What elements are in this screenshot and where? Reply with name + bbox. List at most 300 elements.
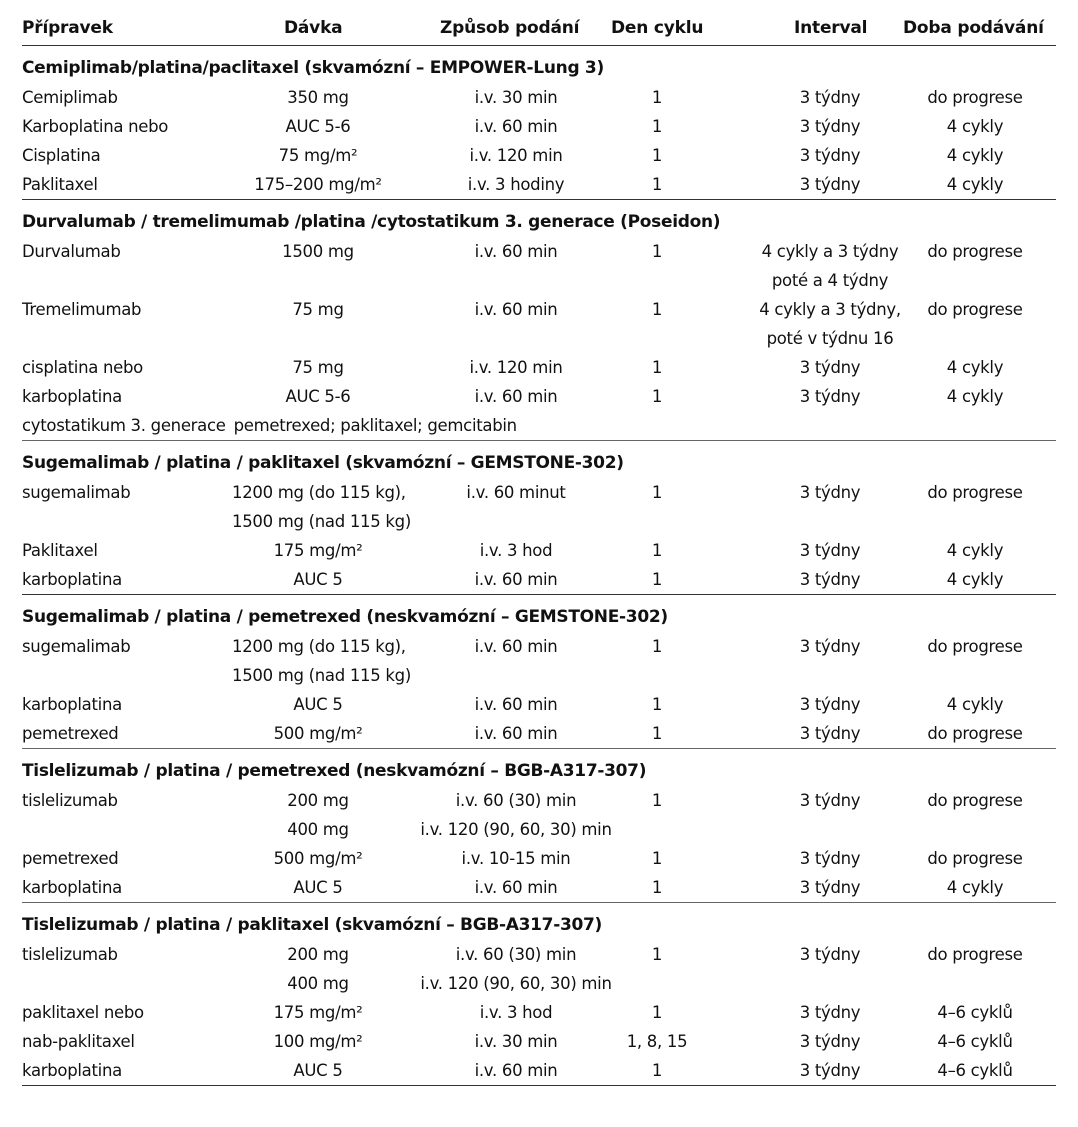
drug-cell [22,786,118,815]
interval-cell [744,998,916,1027]
day-cell [618,83,696,112]
interval-cell [744,170,916,199]
interval-cell [744,382,916,411]
dose-cell [232,786,404,844]
duration-cell-text: 4 cykly [946,695,1004,714]
day-cell [618,1056,696,1085]
drug-cell [22,940,118,969]
interval-cell [744,83,916,112]
dose-cell [232,382,404,411]
duration-cell [902,478,1048,507]
col-header-interval: Interval [794,18,868,38]
table-row [22,873,1056,902]
day-cell [618,295,696,324]
duration-cell-text: do progrese [927,637,1023,656]
dose-cell-text: AUC 5 [293,570,343,589]
route-cell [416,536,616,565]
duration-cell-text: do progrese [927,88,1023,107]
duration-cell-text: 4 cykly [946,175,1004,194]
table-row [22,844,1056,873]
regimen-table [22,0,1056,1086]
duration-cell [902,786,1048,815]
route-cell-text: i.v. 3 hodiny [467,175,565,194]
duration-cell-text: 4 cykly [946,878,1004,897]
day-cell [618,141,696,170]
dose-cell-text: 500 mg/m² [273,724,363,743]
day-cell-text: 1 [651,637,663,656]
duration-cell [902,536,1048,565]
regimen-section [22,749,1056,903]
dose-cell-text-line2: 1500 mg (nad 115 kg) [232,512,411,531]
duration-cell-text: do progrese [927,242,1023,261]
day-cell [618,353,696,382]
dose-cell-text: 100 mg/m² [273,1032,363,1051]
route-cell [416,998,616,1027]
drug-cell [22,998,144,1027]
section-title: Durvalumab / tremelimumab /platina /cytostatikum 3. generace (Poseidon) [22,212,721,232]
dose-cell-text: 200 mg [287,791,349,810]
day-cell [618,565,696,594]
duration-cell [902,112,1048,141]
drug-cell [22,844,118,873]
interval-cell [744,565,916,594]
route-cell-text: i.v. 30 min [474,88,558,107]
interval-cell-text: 3 týdny [799,117,861,136]
table-row [22,940,1056,998]
regimen-section [22,46,1056,200]
dose-cell-text: AUC 5 [293,695,343,714]
regimen-section [22,441,1056,595]
route-cell-text-line2: i.v. 120 (90, 60, 30) min [420,820,612,839]
dose-cell [232,565,404,594]
table-row [22,295,1056,353]
duration-cell [902,295,1048,324]
interval-cell [744,719,916,748]
table-row [22,83,1056,112]
dose-cell-text: 75 mg [292,300,344,319]
drug-cell [22,478,130,507]
duration-cell-text: do progrese [927,483,1023,502]
dose-cell [232,237,404,266]
interval-cell-text: 3 týdny [799,570,861,589]
duration-cell-text: 4 cykly [946,541,1004,560]
duration-cell [902,565,1048,594]
route-cell-text: i.v. 60 minut [466,483,566,502]
duration-cell [902,1027,1048,1056]
drug-cell [22,382,122,411]
route-cell-text: i.v. 60 min [474,242,558,261]
route-cell-text: i.v. 60 min [474,637,558,656]
duration-cell [902,237,1048,266]
route-cell [416,112,616,141]
day-cell [618,940,696,969]
duration-cell-text: do progrese [927,849,1023,868]
drug-cell [22,112,168,141]
interval-cell-text: 3 týdny [799,358,861,377]
dose-cell-text-line2: 400 mg [287,974,349,993]
drug-cell [22,719,118,748]
drug-cell-text: pemetrexed [22,724,119,743]
day-cell-text: 1 [651,358,663,377]
interval-cell [744,141,916,170]
dose-cell [232,690,404,719]
table-row [22,536,1056,565]
table-row [22,998,1056,1027]
drug-cell [22,690,122,719]
duration-cell [902,83,1048,112]
dose-cell [232,141,404,170]
dose-cell-text-line2: 400 mg [287,820,349,839]
day-cell [618,786,696,815]
drug-cell-text: karboplatina [22,695,122,714]
duration-cell [902,353,1048,382]
route-cell-text: i.v. 60 (30) min [455,945,577,964]
table-row [22,719,1056,748]
drug-cell-text: tislelizumab [22,945,118,964]
drug-cell-text: karboplatina [22,878,122,897]
dose-cell [232,844,404,873]
route-cell-text: i.v. 60 min [474,117,558,136]
drug-cell-text: karboplatina [22,387,122,406]
drug-cell-text: paklitaxel nebo [22,1003,144,1022]
route-cell [416,1056,616,1085]
duration-cell-text: do progrese [927,724,1023,743]
day-cell-text: 1, 8, 15 [626,1032,688,1051]
dose-cell-text: AUC 5-6 [285,117,351,136]
day-cell-text: 1 [651,791,663,810]
route-cell-text: i.v. 60 (30) min [455,791,577,810]
interval-cell-text: 3 týdny [799,695,861,714]
duration-cell-text: 4–6 cyklů [937,1061,1013,1080]
route-cell-text: i.v. 30 min [474,1032,558,1051]
drug-cell [22,632,130,661]
duration-cell [902,141,1048,170]
interval-cell-text: 3 týdny [799,945,861,964]
duration-cell [902,940,1048,969]
col-header-drug: Přípravek [22,18,113,38]
drug-cell [22,1056,122,1085]
interval-cell-text: 3 týdny [799,1061,861,1080]
day-cell [618,478,696,507]
duration-cell [902,998,1048,1027]
duration-cell-text: 4 cykly [946,358,1004,377]
day-cell [618,170,696,199]
interval-cell-text: 3 týdny [799,387,861,406]
drug-cell-text: pemetrexed [22,849,119,868]
interval-cell-text: 4 cykly a 3 týdny [761,242,899,261]
drug-cell-text: nab-paklitaxel [22,1032,135,1051]
interval-cell-text: 3 týdny [799,146,861,165]
day-cell [618,690,696,719]
col-header-route: Způsob podání [440,18,580,38]
route-cell-text-line2: i.v. 120 (90, 60, 30) min [420,974,612,993]
dose-cell-text: 350 mg [287,88,349,107]
drug-cell-text: Paklitaxel [22,175,98,194]
drug-cell-text: Karboplatina nebo [22,117,169,136]
drug-cell-text: sugemalimab [22,637,131,656]
drug-cell [22,83,118,112]
route-cell [416,786,616,844]
section-title: Tislelizumab / platina / paklitaxel (skvamózní – BGB-A317-307) [22,915,603,935]
dose-cell-text: 200 mg [287,945,349,964]
day-cell-text: 1 [651,849,663,868]
interval-cell [744,536,916,565]
dose-cell [232,632,411,690]
dose-cell [232,170,404,199]
duration-cell-text: 4 cykly [946,117,1004,136]
drug-cell-text: cisplatina nebo [22,358,143,377]
table-row [22,690,1056,719]
route-cell-text: i.v. 3 hod [479,541,553,560]
day-cell [618,112,696,141]
dose-cell-text: 175–200 mg/m² [254,175,382,194]
route-cell [416,478,616,507]
table-row [22,1027,1056,1056]
route-cell [416,690,616,719]
duration-cell [902,632,1048,661]
table-row [22,478,1056,536]
route-cell-text: i.v. 60 min [474,1061,558,1080]
interval-cell-text: 3 týdny [799,541,861,560]
interval-cell [744,786,916,815]
interval-cell-text-line2: poté v týdnu 16 [766,329,894,348]
day-cell [618,719,696,748]
day-cell-text: 1 [651,878,663,897]
dose-cell [232,940,404,998]
interval-cell [744,353,916,382]
duration-cell-text: do progrese [927,791,1023,810]
duration-cell-text: 4 cykly [946,146,1004,165]
drug-cell-text: Durvalumab [22,242,121,261]
interval-cell [744,632,916,661]
day-cell [618,998,696,1027]
drug-cell [22,170,98,199]
route-cell-text: i.v. 10-15 min [461,849,571,868]
interval-cell [744,690,916,719]
interval-cell [744,1027,916,1056]
section-title: Sugemalimab / platina / paklitaxel (skvamózní – GEMSTONE-302) [22,453,624,473]
dose-cell [232,353,404,382]
drug-cell [22,237,121,266]
interval-cell-text-line2: poté a 4 týdny [771,271,889,290]
interval-cell [744,873,916,902]
interval-cell-text: 3 týdny [799,878,861,897]
duration-cell [902,719,1048,748]
section-title: Sugemalimab / platina / pemetrexed (neskvamózní – GEMSTONE-302) [22,607,668,627]
duration-cell-text: 4–6 cyklů [937,1032,1013,1051]
route-cell-text: i.v. 60 min [474,300,558,319]
duration-cell-text: 4 cykly [946,387,1004,406]
interval-cell-text: 3 týdny [799,88,861,107]
day-cell [618,237,696,266]
duration-cell-text: do progrese [927,300,1023,319]
dose-cell [232,1056,404,1085]
drug-cell [22,141,101,170]
route-cell-text: i.v. 60 min [474,387,558,406]
duration-cell-text: do progrese [927,945,1023,964]
note-value: pemetrexed; paklitaxel; gemcitabin [233,416,517,435]
route-cell-text: i.v. 60 min [474,695,558,714]
route-cell [416,295,616,324]
dose-cell-text: 1200 mg (do 115 kg), [232,637,406,656]
route-cell [416,170,616,199]
table-row [22,141,1056,170]
route-cell [416,719,616,748]
drug-cell [22,353,143,382]
table-row [22,237,1056,295]
dose-cell-text: 175 mg/m² [273,1003,363,1022]
col-header-day: Den cyklu [611,18,704,38]
interval-cell-text: 3 týdny [799,637,861,656]
route-cell [416,382,616,411]
drug-cell [22,873,122,902]
interval-cell-text: 3 týdny [799,1003,861,1022]
day-cell-text: 1 [651,570,663,589]
dose-cell-text: 175 mg/m² [273,541,363,560]
day-cell-text: 1 [651,541,663,560]
route-cell-text: i.v. 3 hod [479,1003,553,1022]
route-cell [416,237,616,266]
route-cell [416,565,616,594]
duration-cell [902,873,1048,902]
day-cell [618,1027,696,1056]
route-cell-text: i.v. 120 min [469,358,563,377]
route-cell-text: i.v. 60 min [474,570,558,589]
duration-cell [902,690,1048,719]
col-header-duration: Doba podávání [903,18,1044,38]
col-header-dose: Dávka [284,18,343,38]
dose-cell-text: 1200 mg (do 115 kg), [232,483,406,502]
dose-cell [232,295,404,324]
day-cell-text: 1 [651,117,663,136]
dose-cell [232,112,404,141]
drug-cell [22,1027,135,1056]
day-cell-text: 1 [651,1061,663,1080]
duration-cell-text: 4–6 cyklů [937,1003,1013,1022]
dose-cell-text: AUC 5 [293,878,343,897]
interval-cell [744,940,916,969]
day-cell-text: 1 [651,175,663,194]
day-cell [618,873,696,902]
day-cell-text: 1 [651,242,663,261]
interval-cell-text: 3 týdny [799,849,861,868]
route-cell [416,844,616,873]
drug-cell [22,295,141,324]
table-row [22,382,1056,411]
day-cell-text: 1 [651,146,663,165]
route-cell [416,353,616,382]
day-cell [618,632,696,661]
dose-cell [232,719,404,748]
day-cell [618,536,696,565]
drug-cell-text: sugemalimab [22,483,131,502]
route-cell [416,141,616,170]
table-row [22,632,1056,690]
dose-cell [232,873,404,902]
section-title: Cemiplimab/platina/paclitaxel (skvamózní – EMPOWER-Lung 3) [22,58,604,78]
duration-cell [902,844,1048,873]
route-cell-text: i.v. 60 min [474,724,558,743]
drug-cell-text: Paklitaxel [22,541,98,560]
day-cell [618,382,696,411]
interval-cell-text: 3 týdny [799,1032,861,1051]
interval-cell-text: 3 týdny [799,175,861,194]
drug-cell-text: Cemiplimab [22,88,118,107]
interval-cell [744,478,916,507]
dose-cell-text: AUC 5 [293,1061,343,1080]
duration-cell [902,1056,1048,1085]
dose-cell [232,83,404,112]
route-cell-text: i.v. 120 min [469,146,563,165]
route-cell [416,873,616,902]
interval-cell [744,112,916,141]
interval-cell-text: 3 týdny [799,724,861,743]
route-cell [416,1027,616,1056]
duration-cell [902,170,1048,199]
dose-cell-text: 75 mg/m² [278,146,358,165]
route-cell-text: i.v. 60 min [474,878,558,897]
dose-cell-text: 1500 mg [282,242,354,261]
interval-cell [744,237,916,295]
drug-cell [22,565,122,594]
dose-cell [232,1027,404,1056]
drug-cell-text: karboplatina [22,1061,122,1080]
dose-cell [232,536,404,565]
drug-cell-text: tislelizumab [22,791,118,810]
drug-cell-text: karboplatina [22,570,122,589]
regimen-section [22,595,1056,749]
day-cell-text: 1 [651,88,663,107]
drug-cell-text: Cisplatina [22,146,101,165]
table-row [22,112,1056,141]
dose-cell-text: 500 mg/m² [273,849,363,868]
day-cell-text: 1 [651,945,663,964]
route-cell [416,83,616,112]
duration-cell-text: 4 cykly [946,570,1004,589]
table-row [22,170,1056,199]
interval-cell [744,1056,916,1085]
day-cell-text: 1 [651,483,663,502]
table-row [22,353,1056,382]
dose-cell-text-line2: 1500 mg (nad 115 kg) [232,666,411,685]
dose-cell-text: 75 mg [292,358,344,377]
dose-cell [232,478,411,536]
day-cell [618,844,696,873]
regimen-section [22,200,1056,441]
dose-cell-text: AUC 5-6 [285,387,351,406]
table-row [22,786,1056,844]
interval-cell-text: 4 cykly a 3 týdny, [759,300,901,319]
day-cell-text: 1 [651,1003,663,1022]
drug-cell [22,536,98,565]
table-row [22,1056,1056,1085]
regimen-section [22,903,1056,1086]
dose-cell [232,998,404,1027]
note-label: cytostatikum 3. generace [22,416,226,435]
interval-cell-text: 3 týdny [799,791,861,810]
drug-cell-text: Tremelimumab [22,300,142,319]
day-cell-text: 1 [651,300,663,319]
note-row [22,411,1056,440]
day-cell-text: 1 [651,695,663,714]
day-cell-text: 1 [651,387,663,406]
table-header [22,0,1056,46]
interval-cell [744,844,916,873]
day-cell-text: 1 [651,724,663,743]
route-cell [416,632,616,661]
interval-cell-text: 3 týdny [799,483,861,502]
duration-cell [902,382,1048,411]
